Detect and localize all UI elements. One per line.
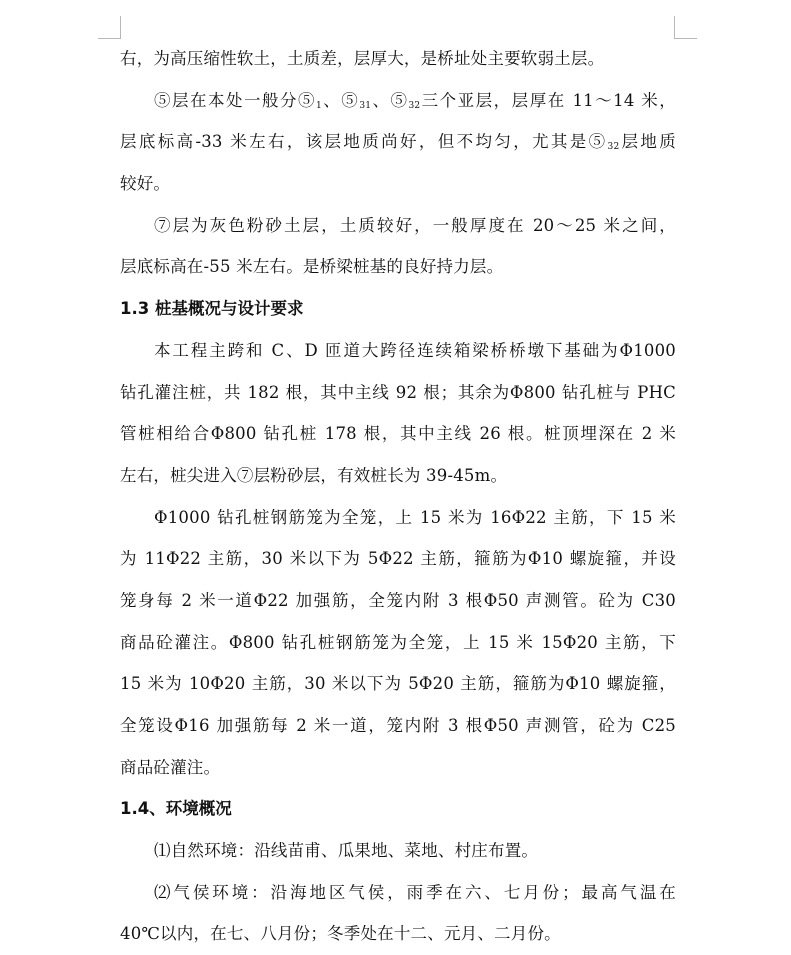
text-span: 层地质	[619, 132, 676, 152]
crop-mark-top-right	[674, 16, 697, 39]
paragraph-line: 本工程主跨和 C、D 匝道大跨径连续箱梁桥桥墩下基础为Φ1000	[154, 340, 676, 360]
paragraph-line: 商品砼灌注。	[120, 757, 221, 777]
paragraph-line: ⑦层为灰色粉砂土层，土质较好，一般厚度在 20～25 米之间，	[154, 215, 676, 235]
paragraph-line: 左右，桩尖进入⑦层粉砂层，有效桩长为 39-45m。	[120, 465, 508, 485]
subscript: 32	[408, 100, 421, 111]
subscript: 31	[359, 100, 372, 111]
paragraph-line: 较好。	[120, 174, 171, 194]
paragraph-line: 管桩相给合Φ800 钻孔桩 178 根，其中主线 26 根。桩顶埋深在 2 米	[120, 424, 676, 444]
paragraph-line: 为 11Φ22 主筋，30 米以下为 5Φ22 主筋，箍筋为Φ10 螺旋箍，并设	[120, 549, 676, 569]
subscript: 32	[607, 142, 620, 153]
paragraph-line: ⑴自然环境：沿线苗甫、瓜果地、菜地、村庄布置。	[154, 841, 539, 861]
paragraph-line: 商品砼灌注。Φ800 钻孔桩钢筋笼为全笼，上 15 米 15Φ20 主筋，下	[120, 632, 676, 652]
paragraph-line: 右，为高压缩性软土，土质差，层厚大，是桥址处主要软弱土层。	[120, 49, 605, 68]
subscript: 1	[316, 100, 322, 111]
document-body	[120, 38, 676, 955]
paragraph-line: 40℃以内，在七、八月份；冬季处在十二、元月、二月份。	[120, 924, 561, 944]
crop-mark-top-left	[98, 16, 121, 39]
paragraph-line: 笼身每 2 米一道Φ22 加强筋，全笼内附 3 根Φ50 声测管。砼为 C30	[120, 590, 676, 610]
paragraph-line: Φ1000 钻孔桩钢筋笼为全笼，上 15 米为 16Φ22 主筋，下 15 米	[154, 507, 676, 527]
text-span: 、⑤	[371, 90, 409, 110]
paragraph-line: 层底标高在-55 米左右。是桥梁桩基的良好持力层。	[120, 257, 504, 277]
text-span: 、⑤	[321, 90, 360, 110]
paragraph-line-layer5-2	[120, 121, 676, 163]
paragraph-line-layer5-1	[120, 80, 676, 122]
section-heading-1-3: 1.3 桩基概况与设计要求	[120, 299, 304, 319]
paragraph-line: ⑵气侯环境：沿海地区气侯，雨季在六、七月份；最高气温在	[154, 882, 676, 902]
text-span: ⑤层在本处一般分⑤	[154, 90, 317, 110]
paragraph-line: 15 米为 10Φ20 主筋，30 米以下为 5Φ20 主筋，箍筋为Φ10 螺旋箍，	[120, 674, 676, 694]
paragraph-line: 全笼设Φ16 加强筋每 2 米一道，笼内附 3 根Φ50 声测管，砼为 C25	[120, 716, 676, 735]
paragraph-line: 钻孔灌注桩，共 182 根，其中主线 92 根；其余为Φ800 钻孔桩与 PHC	[120, 382, 676, 402]
text-span: 层底标高-33 米左右，该层地质尚好，但不均匀，尤其是⑤	[120, 132, 608, 152]
text-span: 三个亚层，层厚在 11～14 米，	[420, 90, 677, 110]
section-heading-1-4: 1.4、环境概况	[120, 799, 232, 819]
